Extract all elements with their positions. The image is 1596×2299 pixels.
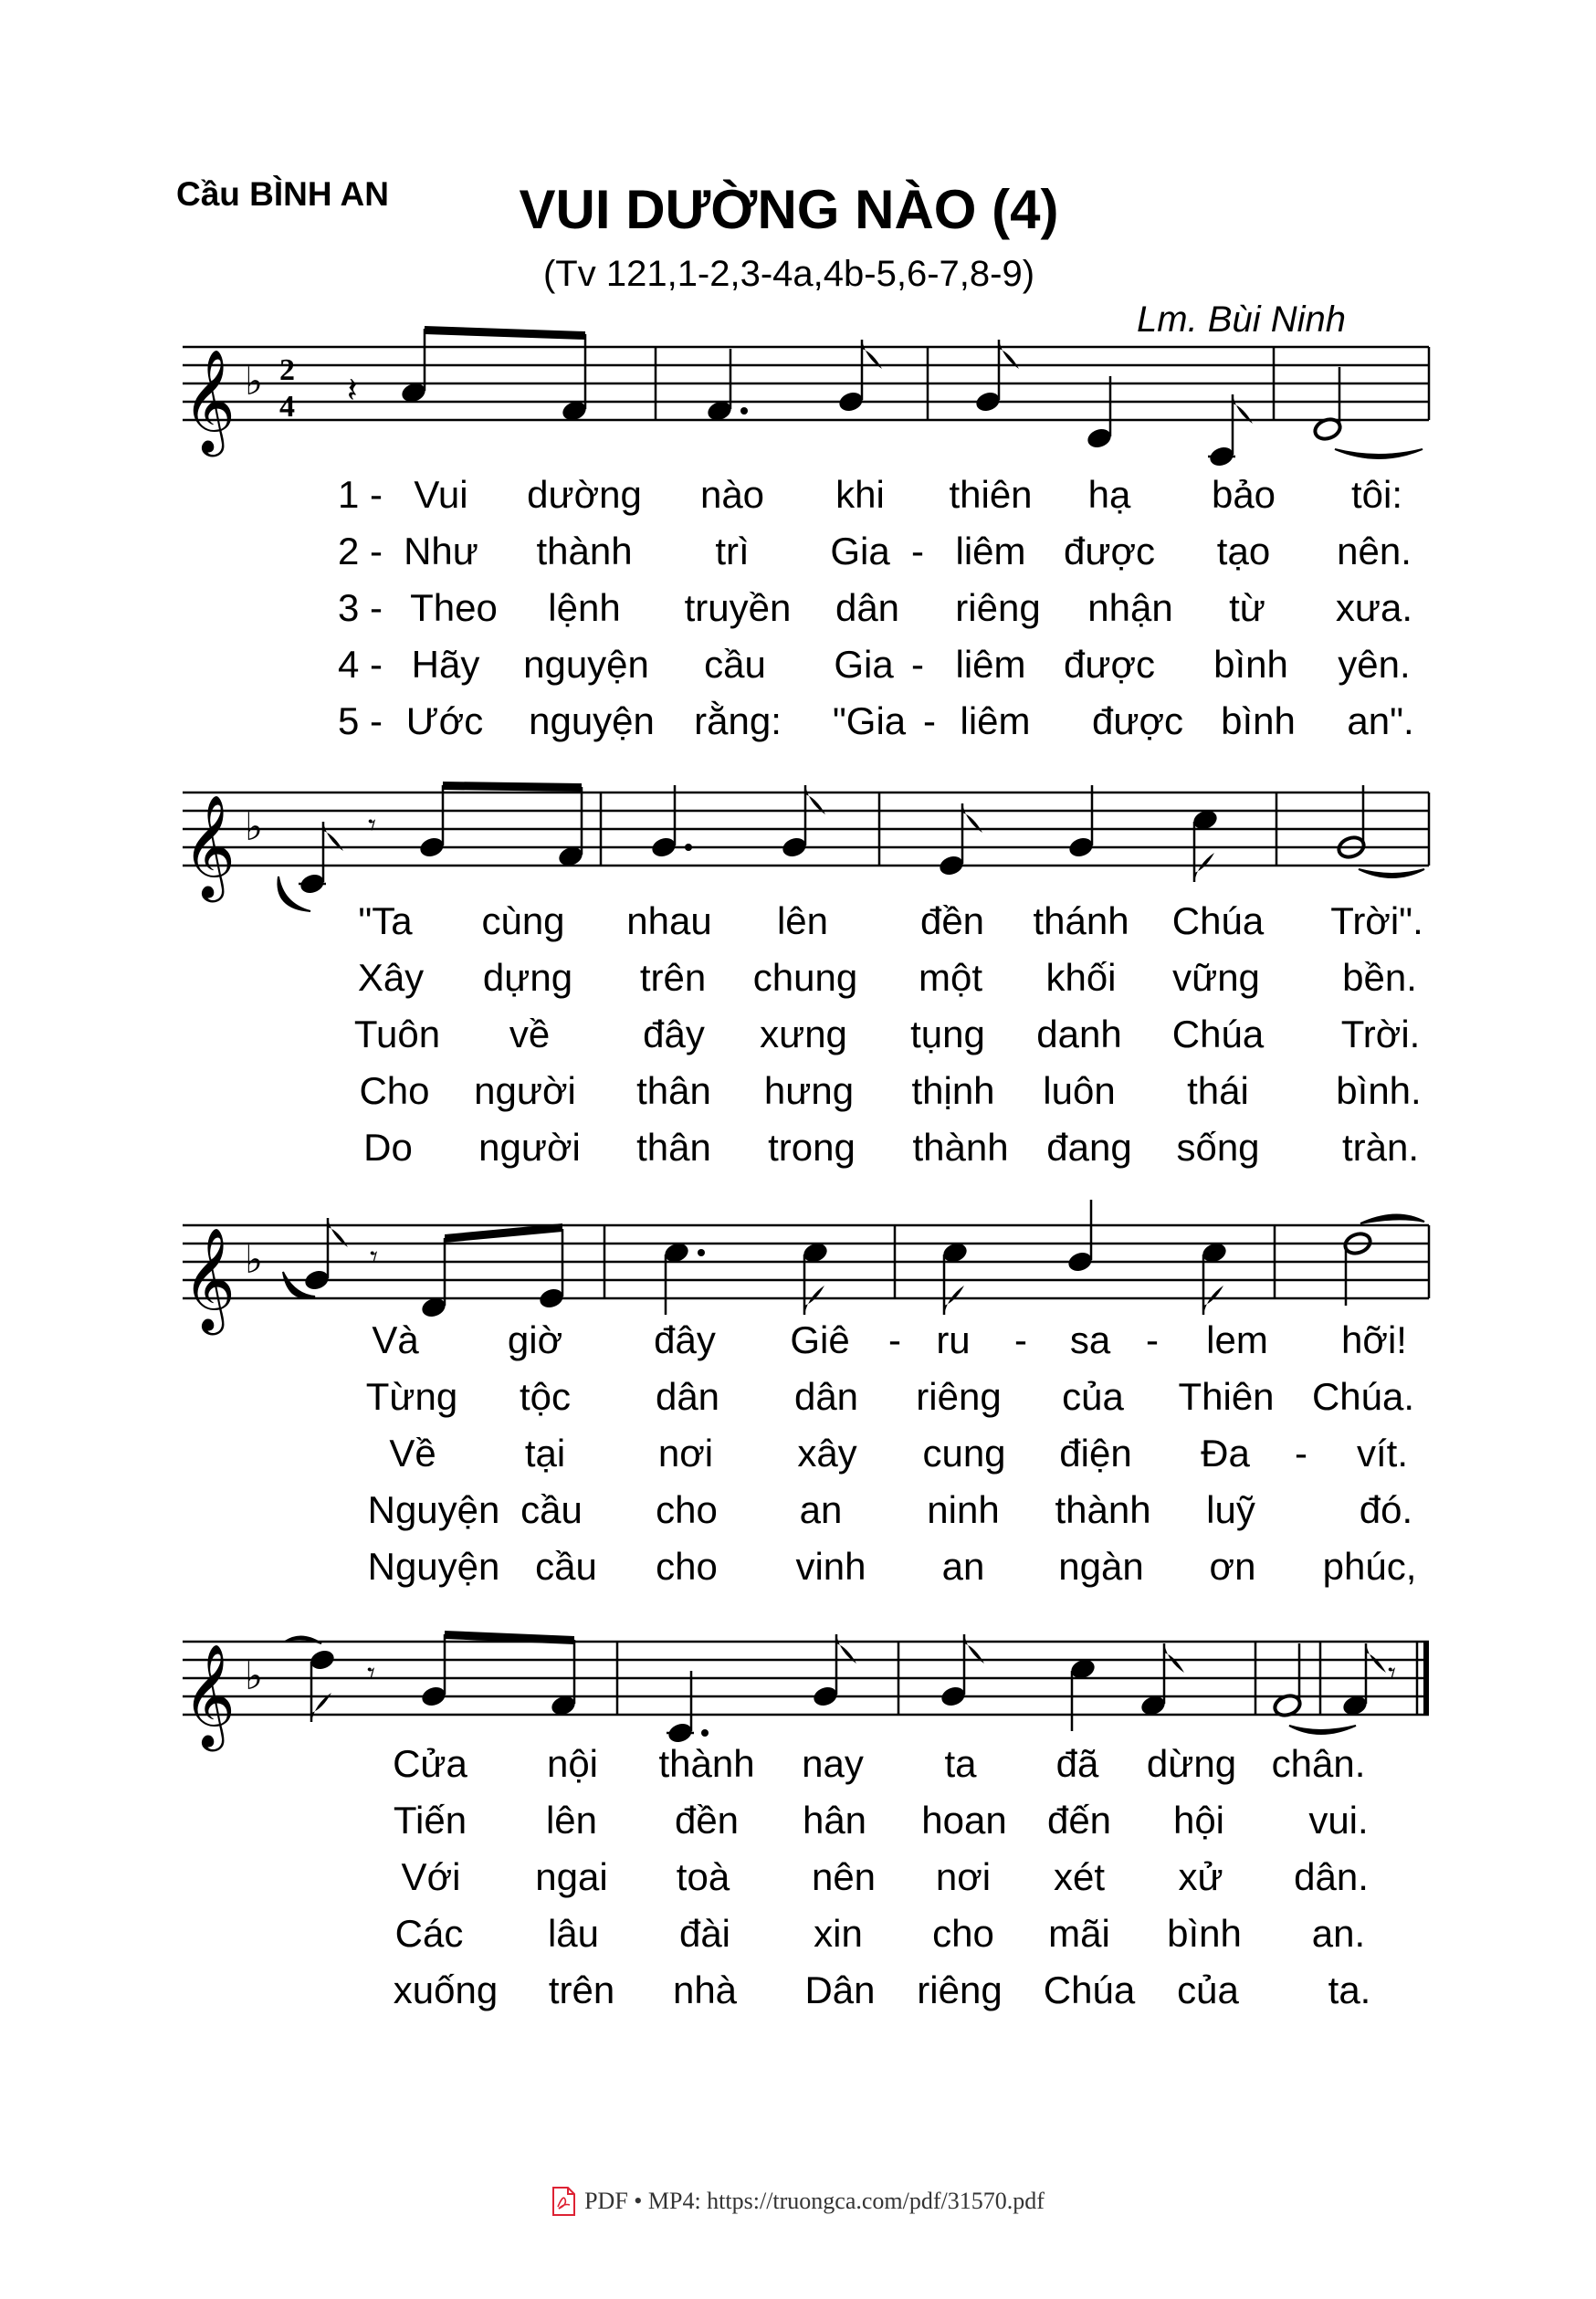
lyric-syllable: Chúa: [1171, 899, 1265, 942]
verse-line-3: [0, 1855, 1596, 1901]
lyric-syllable: giờ: [507, 1318, 563, 1361]
lyric-syllable: luỹ: [1206, 1488, 1255, 1531]
lyric-syllable: thành: [912, 1126, 1009, 1169]
lyric-syllable: thành: [1055, 1488, 1151, 1531]
lyric-syllable: chung: [752, 956, 858, 999]
lyric-syllable: toà: [676, 1855, 730, 1898]
lyric-hyphen: -: [1146, 1318, 1159, 1361]
lyric-syllable: hạ: [1087, 473, 1131, 516]
lyric-syllable: Hãy: [411, 643, 480, 686]
lyric-syllable: xưa.: [1335, 586, 1413, 629]
lyric-syllable: xưng: [760, 1013, 847, 1055]
lyric-syllable: Và: [372, 1318, 419, 1361]
lyric-syllable: đã: [1055, 1742, 1099, 1785]
verse-line-1: [0, 1742, 1596, 1788]
lyric-syllable: cầu: [535, 1545, 597, 1588]
lyric-syllable: riêng: [955, 586, 1041, 629]
lyric-syllable: vững: [1172, 956, 1260, 999]
eighth-note: [1139, 1643, 1184, 1717]
lyric-syllable: ơn: [1209, 1545, 1256, 1588]
lyric-syllable: an: [799, 1488, 843, 1531]
eighth-rest-icon: 𝄾: [1388, 1655, 1397, 1692]
lyric-syllable: Do: [363, 1126, 413, 1169]
lyric-syllable: nơi: [935, 1855, 992, 1898]
lyric-syllable: lên: [776, 899, 829, 942]
lyric-syllable: ninh: [927, 1488, 1000, 1531]
lyric-syllable: riêng: [917, 1968, 1003, 2011]
lyric-syllable: nên.: [1337, 530, 1412, 572]
eighth-note: [1341, 1643, 1386, 1717]
lyric-syllable: Chúa.: [1311, 1375, 1415, 1418]
lyric-syllable: lem: [1206, 1318, 1268, 1361]
lyric-syllable: tôi:: [1350, 473, 1403, 516]
lyric-syllable: nên: [811, 1855, 877, 1898]
lyric-syllable: Như: [404, 530, 478, 572]
lyric-syllable: Vui: [414, 473, 468, 516]
lyric-syllable: liêm: [955, 530, 1026, 572]
occasion-label: Cầu BÌNH AN: [176, 175, 389, 213]
lyric-syllable: Cửa: [393, 1742, 467, 1785]
lyric-syllable: đài: [678, 1912, 731, 1955]
verse-number: 5 -: [338, 699, 383, 742]
lyric-syllable: nay: [802, 1742, 864, 1785]
flat-key-signature-icon: ♭: [245, 1237, 263, 1282]
flat-key-signature-icon: ♭: [245, 359, 263, 404]
lyric-syllable: xây: [797, 1432, 857, 1475]
flat-key-signature-icon: ♭: [245, 1653, 263, 1698]
lyric-syllable: Giê: [790, 1318, 850, 1361]
lyric-syllable: dựng: [482, 956, 573, 999]
lyric-syllable: trong: [768, 1126, 856, 1169]
lyric-syllable: sa: [1069, 1318, 1111, 1361]
lyric-syllable: sống: [1176, 1126, 1260, 1169]
lyric-syllable: nội: [546, 1742, 599, 1785]
lyric-hyphen: -: [911, 643, 924, 686]
footer-link[interactable]: [0, 2187, 1596, 2216]
lyric-syllable: nhận: [1087, 586, 1173, 629]
eighth-note: [309, 1648, 337, 1722]
tie-arc: [1289, 1726, 1356, 1734]
lyric-syllable: Chúa: [1171, 1013, 1265, 1055]
lyric-syllable: an: [941, 1545, 985, 1588]
lyric-syllable: hỡi!: [1341, 1318, 1407, 1361]
lyric-syllable: khối: [1045, 956, 1117, 999]
lyric-syllable: hội: [1172, 1799, 1225, 1842]
lyric-syllable: Ước: [405, 699, 484, 742]
lyric-syllable: thánh: [1033, 899, 1129, 942]
lyric-syllable: người: [478, 1126, 581, 1169]
lyric-syllable: về: [509, 1013, 551, 1055]
lyric-syllable: Cho: [359, 1069, 430, 1112]
lyric-syllable: thành: [658, 1742, 755, 1785]
lyric-syllable: cung: [922, 1432, 1006, 1475]
treble-clef-icon: 𝄞: [183, 1227, 236, 1331]
lyric-syllable: Tiến: [393, 1799, 467, 1842]
treble-clef-icon: 𝄞: [183, 1643, 236, 1748]
lyric-syllable: dân: [655, 1375, 720, 1418]
eighth-rest-icon: 𝄾: [368, 807, 377, 844]
lyric-syllable: xin: [814, 1912, 863, 1955]
lyric-syllable: xét: [1053, 1855, 1106, 1898]
lyric-syllable: người: [474, 1069, 576, 1112]
lyric-syllable: dường: [527, 473, 642, 516]
half-note: [1272, 1643, 1302, 1718]
lyric-syllable: vinh: [795, 1545, 866, 1588]
lyric-syllable: ngai: [535, 1855, 608, 1898]
lyric-syllable: Nguyện: [367, 1545, 500, 1588]
verse-line-2: [0, 1799, 1596, 1844]
lyric-syllable: đền: [919, 899, 985, 942]
lyric-syllable: dừng: [1146, 1742, 1237, 1785]
lyric-syllable: cho: [932, 1912, 994, 1955]
lyric-syllable: trì: [715, 530, 750, 572]
treble-clef-icon: 𝄞: [183, 794, 236, 898]
lyric-syllable: trên: [548, 1968, 615, 2011]
lyric-syllable: bảo: [1211, 473, 1276, 516]
lyric-syllable: một: [918, 956, 983, 999]
composer-name: Lm. Bùi Ninh: [1137, 299, 1346, 340]
lyric-syllable: luôn: [1043, 1069, 1116, 1112]
beamed-eighth-notes: [420, 1631, 578, 1717]
lyric-syllable: nơi: [657, 1432, 714, 1475]
lyric-syllable: lâu: [547, 1912, 600, 1955]
lyric-syllable: nguyện: [529, 699, 655, 742]
lyric-syllable: chân.: [1271, 1742, 1366, 1785]
lyric-syllable: Nguyện: [367, 1488, 500, 1531]
footer-text[interactable]: PDF • MP4: https://truongca.com/pdf/31570.pdf: [584, 2188, 1045, 2214]
lyric-syllable: của: [1062, 1375, 1124, 1418]
lyric-hyphen: -: [888, 1318, 901, 1361]
lyric-syllable: Các: [394, 1912, 464, 1955]
eighth-rest-icon: 𝄾: [370, 1239, 379, 1275]
lyric-syllable: thành: [536, 530, 633, 572]
lyric-syllable: bền.: [1342, 956, 1417, 999]
lyric-syllable: cầu: [520, 1488, 583, 1531]
lyric-hyphen: -: [911, 530, 924, 572]
lyric-syllable: phúc,: [1322, 1545, 1417, 1588]
quarter-note: [1069, 1657, 1097, 1731]
lyric-syllable: tụng: [910, 1013, 985, 1055]
lyric-syllable: đây: [654, 1318, 716, 1361]
lyric-syllable: Dân: [804, 1968, 876, 2011]
lyric-syllable: an.: [1311, 1912, 1366, 1955]
lyric-syllable: đền: [674, 1799, 740, 1842]
lyric-syllable: thân: [636, 1069, 711, 1112]
lyric-syllable: được: [1063, 530, 1156, 572]
lyric-syllable: mãi: [1048, 1912, 1110, 1955]
lyric-syllable: xử: [1178, 1855, 1223, 1898]
psalm-reference: (Tv 121,1-2,3-4a,4b-5,6-7,8-9): [542, 254, 1035, 294]
lyric-syllable: thái: [1187, 1069, 1249, 1112]
lyric-syllable: hưng: [763, 1069, 855, 1112]
lyric-syllable: thịnh: [911, 1069, 995, 1112]
lyric-syllable: Chúa: [1043, 1968, 1136, 2011]
lyric-syllable: "Gia: [832, 699, 907, 742]
lyric-syllable: yên.: [1338, 643, 1411, 686]
lyric-syllable: nhau: [626, 899, 712, 942]
lyric-syllable: trên: [639, 956, 707, 999]
time-signature-numerator: 2: [279, 353, 295, 387]
lyric-syllable: đó.: [1359, 1488, 1413, 1531]
verse-number: 2 -: [338, 530, 383, 572]
lyric-syllable: thân: [636, 1126, 711, 1169]
lyric-syllable: danh: [1036, 1013, 1122, 1055]
lyric-hyphen: -: [1014, 1318, 1027, 1361]
lyric-syllable: từ: [1229, 586, 1265, 629]
lyric-hyphen: -: [923, 699, 936, 742]
lyric-syllable: riêng: [916, 1375, 1002, 1418]
lyric-syllable: liêm: [960, 699, 1031, 742]
lyric-syllable: cho: [656, 1545, 718, 1588]
lyric-syllable: ta.: [1328, 1968, 1371, 2011]
lyric-syllable: đang: [1046, 1126, 1132, 1169]
lyric-syllable: tại: [524, 1432, 566, 1475]
lyric-syllable: được: [1091, 699, 1184, 742]
verse-line-5: [0, 1968, 1596, 2014]
lyric-syllable: Trời.: [1340, 1013, 1421, 1055]
lyric-syllable: liêm: [955, 643, 1026, 686]
lyric-syllable: lệnh: [548, 586, 621, 629]
pdf-file-icon: [551, 2187, 575, 2216]
verse-number: 4 -: [338, 643, 383, 686]
song-title: VUI DƯỜNG NÀO (4): [519, 179, 1059, 240]
time-signature-denominator: 4: [279, 390, 295, 424]
flat-key-signature-icon: ♭: [245, 804, 263, 849]
lyric-syllable: xuống: [393, 1968, 499, 2011]
lyric-syllable: Về: [389, 1432, 436, 1475]
lyric-hyphen: -: [1295, 1432, 1307, 1475]
lyric-syllable: hoan: [921, 1799, 1007, 1842]
lyric-syllable: bình.: [1336, 1069, 1422, 1112]
lyric-syllable: bình: [1221, 699, 1296, 742]
lyric-syllable: Từng: [365, 1375, 458, 1418]
lyric-syllable: tràn.: [1341, 1126, 1420, 1169]
verse-number: 3 -: [338, 586, 383, 629]
lyric-syllable: rằng:: [694, 699, 782, 742]
lyric-syllable: cho: [656, 1488, 718, 1531]
lyric-syllable: nguyện: [523, 643, 649, 686]
lyric-syllable: an".: [1347, 699, 1414, 742]
lyric-syllable: dân.: [1294, 1855, 1369, 1898]
lyric-syllable: đây: [643, 1013, 705, 1055]
quarter-rest-icon: 𝄽: [347, 370, 358, 410]
lyric-syllable: Gia: [830, 530, 890, 572]
lyric-syllable: Đa: [1201, 1432, 1250, 1475]
lyric-syllable: Xây: [357, 956, 425, 999]
eighth-rest-icon: 𝄾: [367, 1655, 376, 1692]
lyric-syllable: Với: [401, 1855, 461, 1898]
lyric-syllable: được: [1063, 643, 1156, 686]
lyric-syllable: hân: [802, 1799, 867, 1842]
lyric-syllable: nào: [699, 473, 765, 516]
lyric-syllable: Theo: [410, 586, 498, 629]
lyric-syllable: tạo: [1216, 530, 1271, 572]
lyric-syllable: Thiên: [1178, 1375, 1275, 1418]
lyric-syllable: của: [1177, 1968, 1239, 2011]
lyric-syllable: dân: [835, 586, 900, 629]
verse-number: 1 -: [338, 473, 383, 516]
lyric-syllable: vui.: [1308, 1799, 1369, 1842]
lyric-syllable: thiên: [949, 473, 1033, 516]
lyric-syllable: dân: [793, 1375, 859, 1418]
lyric-syllable: cùng: [481, 899, 565, 942]
treble-clef-icon: 𝄞: [183, 349, 236, 453]
lyric-syllable: bình: [1167, 1912, 1242, 1955]
lyric-syllable: Tuôn: [353, 1013, 441, 1055]
lyric-syllable: ru: [936, 1318, 971, 1361]
verse-line-4: [0, 1912, 1596, 1958]
lyric-syllable: truyền: [684, 586, 792, 629]
lyric-syllable: điện: [1059, 1432, 1132, 1475]
lyric-syllable: Gia: [834, 643, 894, 686]
lyric-syllable: tộc: [519, 1375, 572, 1418]
lyric-syllable: khi: [835, 473, 885, 516]
lyric-syllable: "Ta: [358, 899, 413, 942]
lyric-syllable: bình: [1213, 643, 1288, 686]
lyric-syllable: lên: [545, 1799, 598, 1842]
lyric-syllable: Trời".: [1330, 899, 1423, 942]
dotted-quarter-note: [667, 1671, 709, 1745]
lyric-syllable: cầu: [704, 643, 766, 686]
lyric-syllable: ngàn: [1058, 1545, 1144, 1588]
lyric-syllable: vít.: [1356, 1432, 1409, 1475]
lyric-syllable: đến: [1046, 1799, 1112, 1842]
lyric-syllable: nhà: [672, 1968, 738, 2011]
lyric-syllable: ta: [944, 1742, 977, 1785]
